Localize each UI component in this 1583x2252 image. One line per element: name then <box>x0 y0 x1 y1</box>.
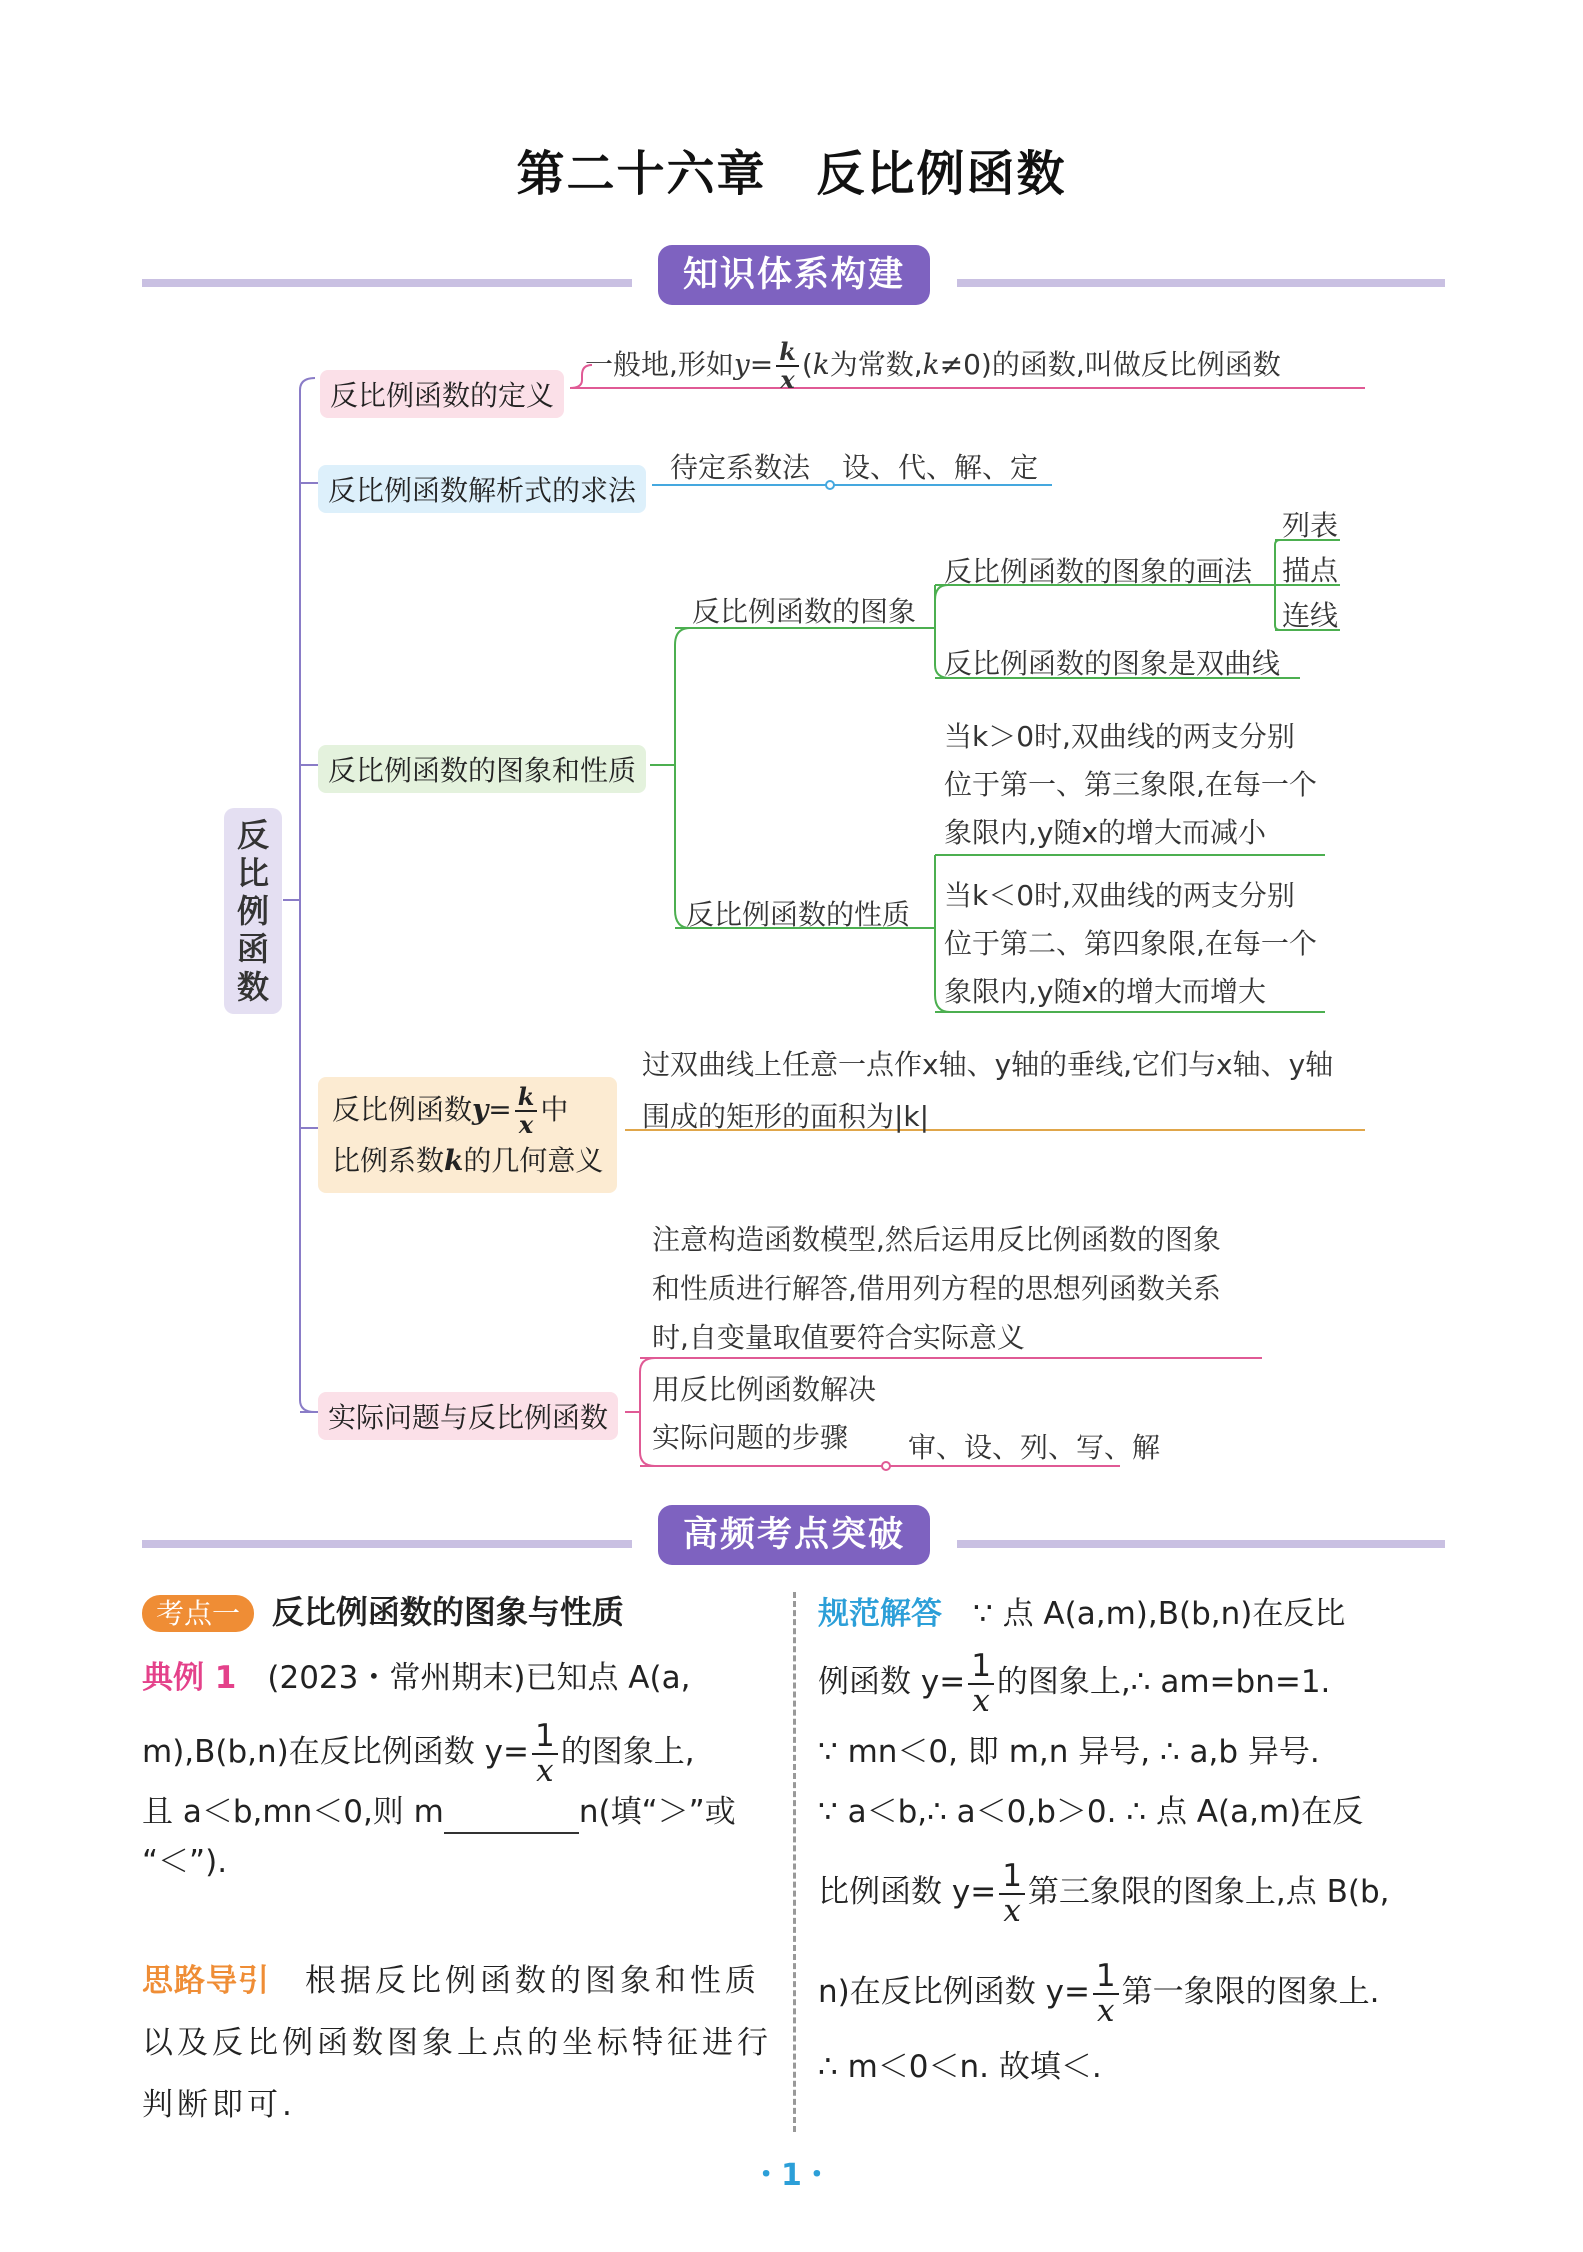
draw-step-list: 列表 <box>1282 509 1339 542</box>
draw-step-plot: 描点 <box>1282 554 1339 587</box>
negative-k-text: 当k＜0时,双曲线的两支分别 位于第二、第四象限,在每一个 象限内,y随x的增大而增大 <box>944 879 1317 1008</box>
section-bar-right-2 <box>957 1540 1445 1548</box>
graph-node: 反比例函数的图象 <box>692 595 917 628</box>
kp-heading <box>142 1590 624 1636</box>
section-header-exam: 高频考点突破 <box>658 1505 930 1565</box>
branch-definition: 反比例函数的定义 <box>320 370 564 418</box>
method-label: 待定系数法 <box>670 451 811 484</box>
branch-k-geometric-meaning: 反比例函数y= $\frac{k}{x}$ 中 比例系数k的几何意义 <box>318 1077 617 1193</box>
section-header-knowledge: 知识体系构建 <box>658 245 930 305</box>
properties-node: 反比例函数的性质 <box>686 898 911 931</box>
branch-practical-problems: 实际问题与反比例函数 <box>318 1392 618 1440</box>
mindmap-root: 反 比 例 函 数 <box>224 808 282 1014</box>
branch-graph-properties: 反比例函数的图象和性质 <box>318 745 646 793</box>
practical-steps-label: 用反比例函数解决 实际问题的步骤 <box>652 1373 877 1454</box>
page-title: 第二十六章 反比例函数 <box>516 146 1067 202</box>
solution: 规范解答 ∵ 点 A(a,m),B(b,n)在反比 例函数 y= $\frac{1}{x}$ 的图象上,∴ am=bn=1. ∵ mn＜0, 即 m,n 异号, ∴ a,b 异号. ∵ a＜b,∴ a＜0,b＞0. ∴ 点 A(a,m)在反 比例函数 y= $\frac{1}{x}$ 第三象限的图象上,点 B(b, n)在反比例函数 y= $\frac{1}{x}$ 第一象限的图象上. ∴ m＜0＜n. 故填＜. <box>818 1596 1390 2085</box>
hint: 思路导引 根据反比例函数的图象和性质 以及反比例函数图象上点的坐标特征进行 判断即可. <box>142 1963 772 2123</box>
page-number: ・1・ <box>751 2158 832 2193</box>
k-meaning-desc-2: 围成的矩形的面积为|k| <box>642 1100 930 1133</box>
example-1: 典例 1 (2023・常州期末)已知点 A(a, m),B(b,n)在反比例函数 y= $\frac{1}{x}$ 的图象上, 且 a＜b,mn＜0,则 m n(填“＞”或 “＜”). <box>142 1660 736 1880</box>
method-steps: 设、代、解、定 <box>842 451 1039 484</box>
section-bar-left-2 <box>142 1540 632 1548</box>
kp-tag: 考点一 <box>142 1595 254 1632</box>
draw-step-connect: 连线 <box>1282 599 1339 632</box>
draw-method-node: 反比例函数的图象的画法 <box>944 555 1253 588</box>
practical-note: 注意构造函数模型,然后运用反比例函数的图象 和性质进行解答,借用列方程的思想列函数关系 时,自变量取值要符合实际意义 <box>652 1223 1221 1354</box>
branch-analytic-method: 反比例函数解析式的求法 <box>318 465 646 513</box>
hyperbola-node: 反比例函数的图象是双曲线 <box>944 647 1281 680</box>
definition-text: 一般地,形如y= $\frac{k}{x}$ (k为常数,k≠0)的函数,叫做反比例函数 <box>585 337 1281 394</box>
column-divider <box>793 1592 796 2132</box>
k-meaning-desc-1: 过双曲线上任意一点作x轴、y轴的垂线,它们与x轴、y轴 <box>642 1048 1334 1081</box>
positive-k-text: 当k＞0时,双曲线的两支分别 位于第一、第三象限,在每一个 象限内,y随x的增大而减小 <box>944 720 1317 849</box>
kp-title: 反比例函数的图象与性质 <box>271 1593 624 1631</box>
answer-blank[interactable] <box>444 1802 579 1834</box>
practical-steps: 审、设、列、写、解 <box>908 1431 1161 1464</box>
